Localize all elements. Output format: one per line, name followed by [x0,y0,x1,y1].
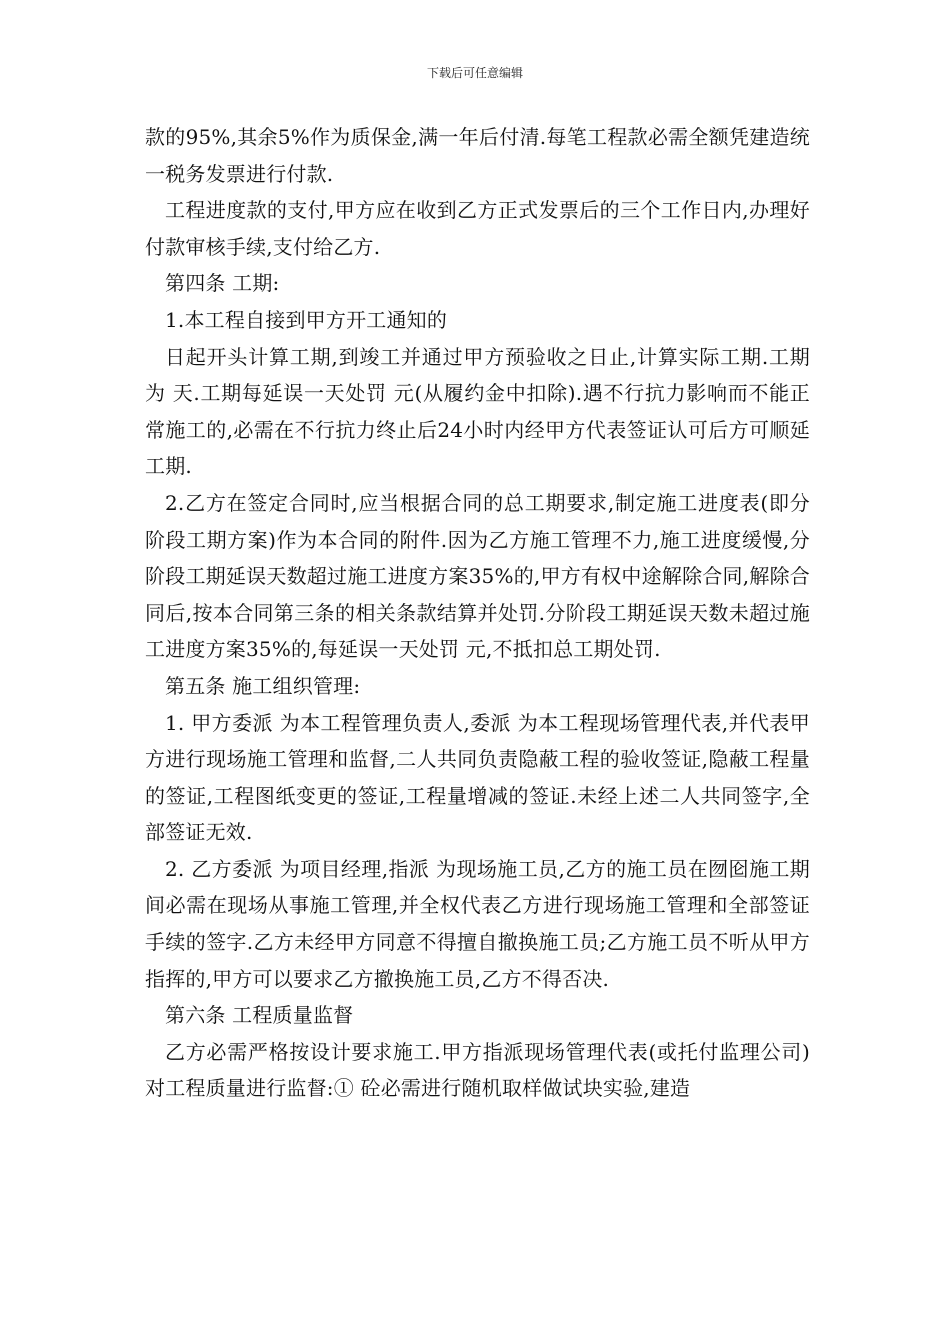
paragraph: 1.本工程自接到甲方开工通知的 [165,307,448,332]
paragraph: 乙方必需严格按设计要求施工.甲方指派现场管理代表(或托付监理公司)对工程质量进行监督:① 砼必需进行随机取样做试块实验,建造 [145,1039,810,1101]
paragraph: 款的95%,其余5%作为质保金,满一年后付清.每笔工程款必需全额凭建造统一税务发票进行付款. [145,125,810,186]
page-header: 下载后可任意编辑 [426,66,523,80]
section-heading: 第五条 施工组织管理: [165,673,361,698]
document-body [145,119,810,1107]
paragraph: 2.乙方在签定合同时,应当根据合同的总工期要求,制定施工进度表(即分阶段工期方案)作为本合同的附件.因为乙方施工管理不力,施工进度缓慢,分阶段工期延误天数超过施工进度方案35%的,甲方有权中途解除合同,解除合同后,按本合同第三条的相关条款结算并处罚.分阶段工期延误天数未超过施工进度方案35%的,每延误一天处罚 元,不抵扣总工期处罚. [145,490,810,662]
section-heading: 第六条 工程质量监督 [165,1003,354,1028]
paragraph: 工程进度款的支付,甲方应在收到乙方正式发票后的三个工作日内,办理好付款审核手续,支付给乙方. [145,198,810,259]
paragraph: 日起开头计算工期,到竣工并通过甲方预验收之日止,计算实际工期.工期为 天.工期每延误一天处罚 元(从履约金中扣除).遇不行抗力影响而不能正常施工的,必需在不行抗力终止后24小时内经甲方代表签证认可后方可顺延工期. [145,344,810,479]
paragraph: 2. 乙方委派 为项目经理,指派 为现场施工员,乙方的施工员在囫囵施工期间必需在现场从事施工管理,并全权代表乙方进行现场施工管理和全部签证手续的签字.乙方未经甲方同意不得擅自撤换施工员;乙方施工员不听从甲方指挥的,甲方可以要求乙方撤换施工员,乙方不得否决. [145,856,810,991]
section-heading: 第四条 工期: [165,271,280,296]
paragraph: 1. 甲方委派 为本工程管理负责人,委派 为本工程现场管理代表,并代表甲方进行现场施工管理和监督,二人共同负责隐蔽工程的验收签证,隐蔽工程量的签证,工程图纸变更的签证,工程量增减的签证.未经上述二人共同签字,全部签证无效. [145,710,810,845]
